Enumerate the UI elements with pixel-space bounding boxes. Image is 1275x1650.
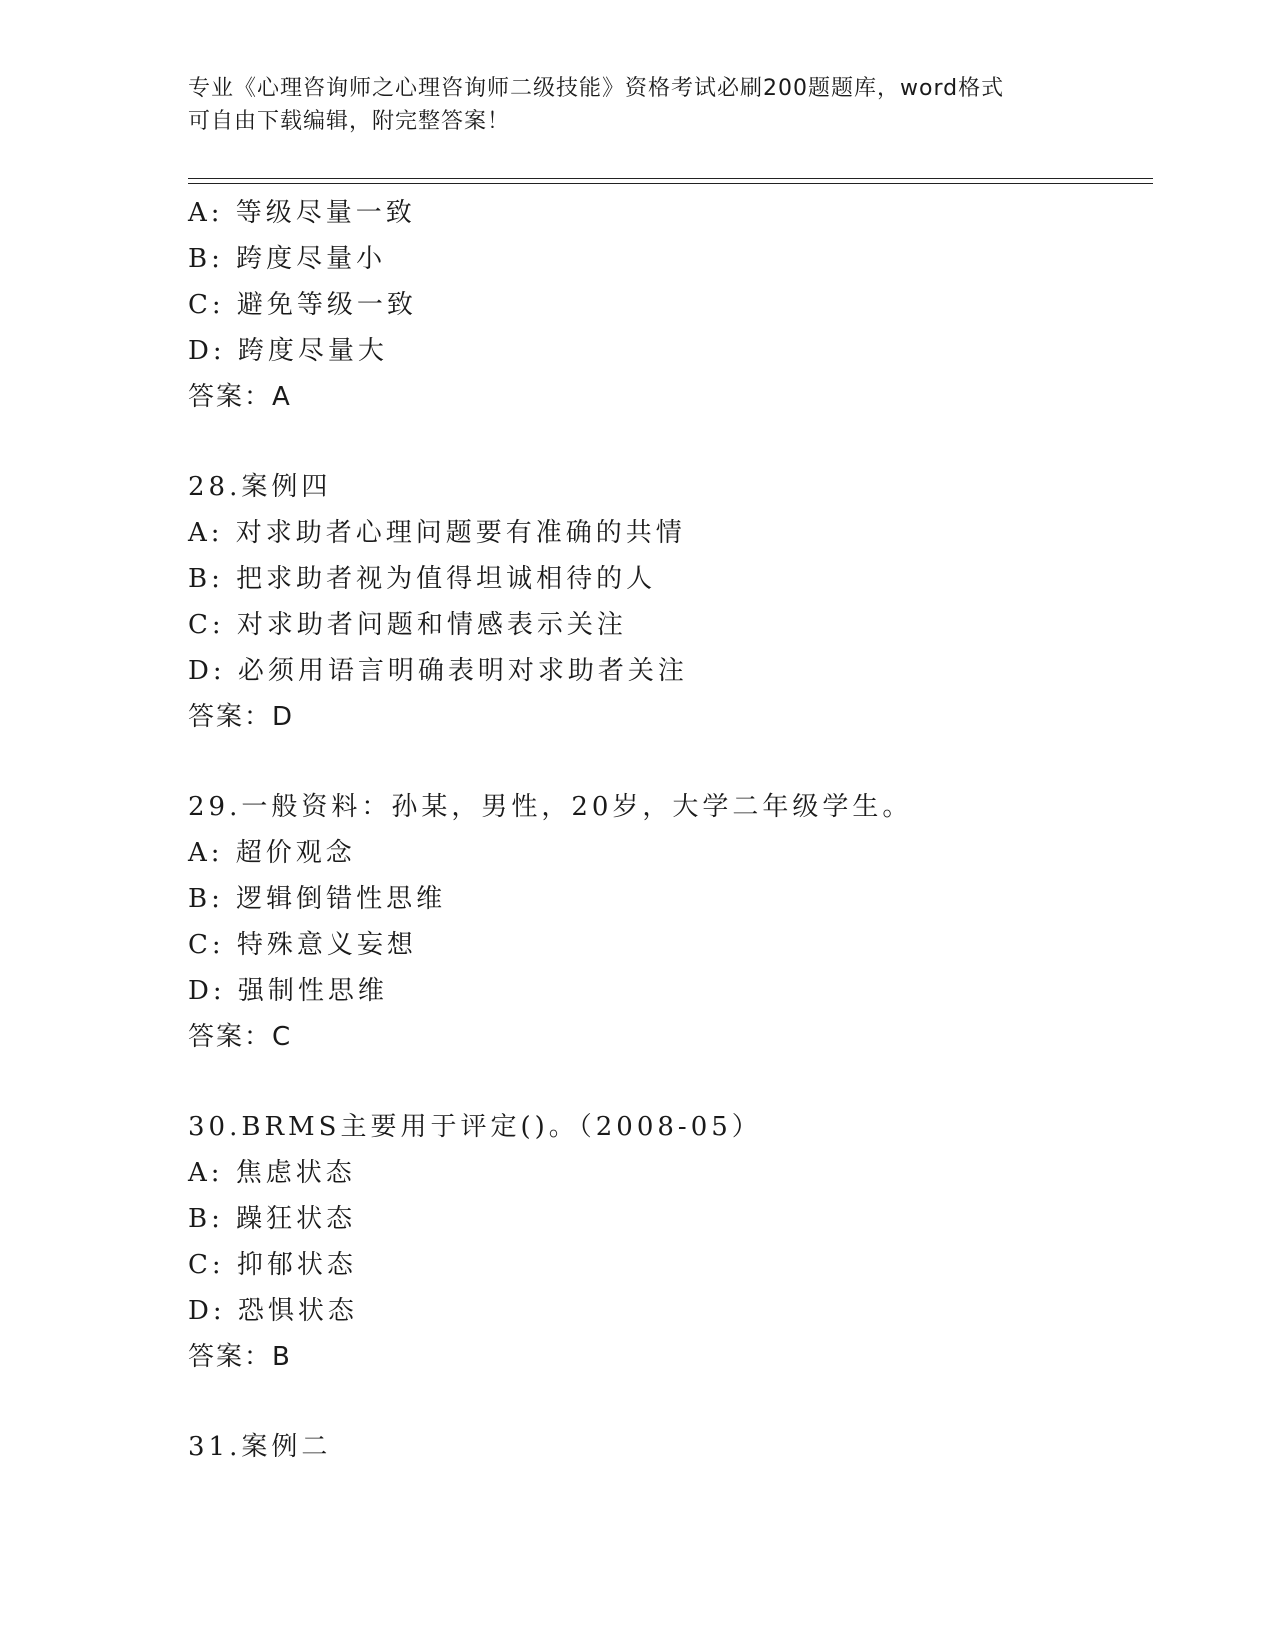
header-divider-top [188,178,1153,179]
question-title: 30.BRMS主要用于评定()。（2008-05） [188,1112,762,1142]
answer-line: 答案：D [188,702,295,732]
answer-line: 答案：C [188,1022,293,1052]
option-b: B: 躁狂状态 [188,1204,357,1234]
option-c: C: 特殊意义妄想 [188,930,417,960]
option-c: C: 抑郁状态 [188,1250,357,1280]
question-title: 28.案例四 [188,472,332,502]
option-c: C: 避免等级一致 [188,290,417,320]
option-a: A: 对求助者心理问题要有准确的共情 [188,518,686,548]
header-line-1: 专业《心理咨询师之心理咨询师二级技能》资格考试必刷200题题库，word格式 [188,76,1005,101]
question-title: 31.案例二 [188,1432,332,1462]
option-a: A: 超价观念 [188,838,356,868]
option-a: A: 等级尽量一致 [188,198,416,228]
question-block [188,1424,1148,1470]
question-block [188,1104,1148,1380]
question-list [188,190,1148,1470]
header-line-2: 可自由下载编辑，附完整答案！ [188,109,511,134]
answer-line: 答案：B [188,1342,292,1372]
option-d: D: 强制性思维 [188,976,388,1006]
option-b: B: 逻辑倒错性思维 [188,884,447,914]
question-block [188,190,1148,420]
option-d: D: 跨度尽量大 [188,336,388,366]
question-block [188,784,1148,1060]
option-d: D: 恐惧状态 [188,1296,358,1326]
answer-line: 答案：A [188,382,292,412]
option-c: C: 对求助者问题和情感表示关注 [188,610,627,640]
option-b: B: 跨度尽量小 [188,244,387,274]
option-b: B: 把求助者视为值得坦诚相待的人 [188,564,657,594]
option-d: D: 必须用语言明确表明对求助者关注 [188,656,688,686]
option-a: A: 焦虑状态 [188,1158,356,1188]
page-header [188,72,1088,138]
question-title: 29.一般资料：孙某，男性，20岁，大学二年级学生。 [188,792,913,822]
question-block [188,464,1148,740]
header-divider-bottom [188,183,1153,184]
